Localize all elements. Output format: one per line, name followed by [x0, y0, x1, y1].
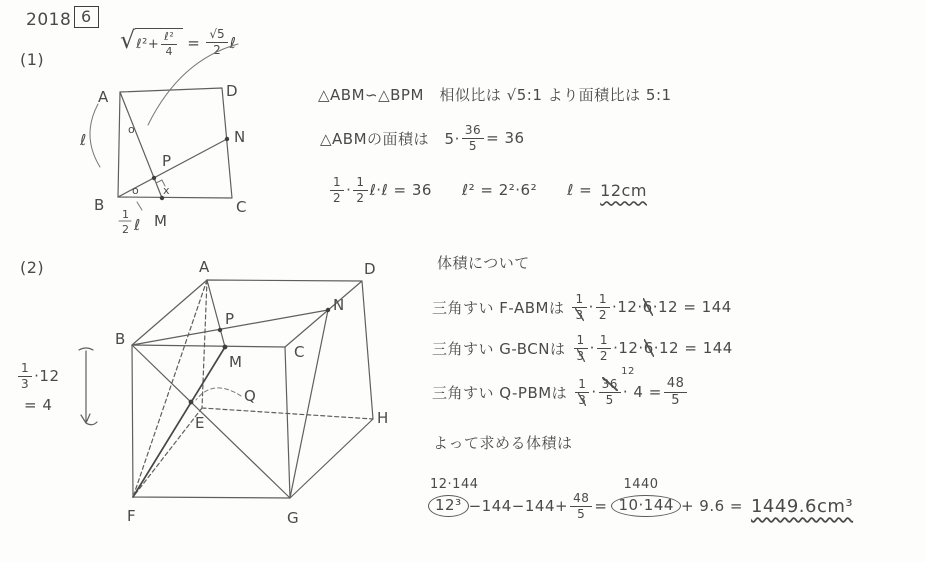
equals-sign: =	[594, 497, 608, 516]
point-label-q: Q	[244, 387, 256, 405]
pyramid-line-f-abm	[432, 293, 732, 321]
cancelled-six: 6	[643, 339, 654, 358]
dot-operator: ·	[346, 181, 352, 200]
square-diagram	[80, 25, 280, 242]
side-length-arc	[90, 104, 100, 167]
fraction-one-half: $\frac{1}{2}$	[596, 293, 610, 321]
conclusion-line: よって求める体積は	[433, 434, 573, 452]
point-n-dot	[326, 308, 330, 312]
area-line-text: △ABMの面積は 5·	[320, 129, 460, 148]
segment-bg	[132, 345, 290, 498]
point-label-m: M	[154, 212, 167, 230]
part2-label: (2)	[20, 258, 45, 277]
point-p-dot	[218, 328, 222, 332]
angle-mark-b: o	[132, 184, 139, 197]
vertex-label-c: C	[236, 198, 247, 216]
dot-operator: ·	[588, 298, 594, 317]
factors-result: ·12 = 144	[652, 298, 732, 317]
subtraction-terms: −144−144+	[468, 497, 569, 516]
point-label-n: N	[333, 296, 345, 314]
height-times: ·12	[34, 367, 60, 386]
equation-expr1: ℓ·ℓ = 36	[369, 181, 432, 200]
volume-title: 体積について	[437, 254, 530, 272]
half-side-numerator: 1	[122, 208, 129, 221]
fraction-one-half-a: $\frac{1}{2}$	[330, 176, 344, 204]
dot-operator: ·	[591, 383, 597, 402]
side-length-label: ℓ	[80, 131, 87, 149]
radicand-fraction: $\frac{\text{ℓ²}}{4}$	[161, 31, 177, 57]
point-label-m: M	[229, 353, 242, 371]
half-segment-tick	[137, 202, 142, 210]
area-line	[320, 124, 525, 152]
rhs-ell: ℓ	[229, 33, 237, 52]
sqrt5-over-2-fraction: $\frac{√5}{2}$	[206, 28, 227, 56]
length-equation-line	[328, 176, 647, 204]
fraction-one-third: $\frac{1}{3}$	[572, 293, 586, 321]
point-q-dot	[189, 400, 194, 405]
cube-volume-term	[428, 477, 479, 517]
segment-am	[120, 92, 162, 198]
final-answer: 1449.6cm³	[750, 495, 854, 517]
pyramid-line-q-pbm	[432, 366, 689, 408]
equals-sign: =	[187, 33, 201, 52]
pyramid-name: 三角すい Q-PBMは	[432, 383, 568, 402]
vertex-label-f: F	[127, 507, 136, 525]
factors: ·12·	[613, 339, 644, 358]
sqrt-sign: √	[120, 25, 136, 54]
point-label-n: N	[234, 128, 246, 146]
vertex-label-h: H	[377, 409, 389, 427]
point-p-dot	[152, 176, 156, 180]
plus-decimal-equals: + 9.6 =	[680, 497, 743, 516]
square-outline	[118, 88, 232, 198]
vertex-label-a: A	[98, 88, 109, 106]
pyramid-name: 三角すい F-ABMは	[432, 298, 565, 317]
cancelled-36: 36	[601, 377, 618, 392]
half-side-ell: ℓ	[134, 216, 141, 234]
answer-prefix: ℓ =	[567, 181, 593, 200]
fraction-48-5: $\frac{48}{5}$	[570, 492, 592, 520]
height-result: = 4	[24, 396, 53, 415]
angle-mark-a: o	[128, 123, 135, 136]
point-m-dot	[223, 345, 228, 350]
factors-result: ·12 = 144	[653, 339, 733, 358]
fraction-one-half: $\frac{1}{2}$	[597, 334, 611, 362]
year-label: 2018	[26, 10, 72, 30]
note-12-144: 12·144	[430, 477, 479, 493]
segment-am	[207, 280, 225, 347]
dot-operator: ·	[589, 339, 595, 358]
point-label-p: P	[225, 310, 235, 328]
final-calculation-line	[428, 477, 854, 521]
vertex-label-b: B	[115, 330, 126, 348]
factors: ·12·	[612, 298, 643, 317]
area-line-result: = 36	[486, 129, 525, 148]
vertex-label-b: B	[94, 196, 105, 214]
vertex-label-a: A	[199, 258, 210, 276]
equation-expr2: ℓ² = 2²·6²	[461, 181, 538, 200]
cancelled-six: 6	[642, 298, 653, 317]
ten-times-144-term	[611, 477, 681, 517]
vertex-label-d: D	[226, 82, 238, 100]
fraction-36-5: $\frac{36}{5}$	[462, 124, 484, 152]
similarity-line: △ABM∽△BPM 相似比は √5:1 より面積比は 5:1	[318, 86, 672, 104]
fraction-one-half-b: $\frac{1}{2}$	[353, 176, 367, 204]
pyramid-line-g-bcn	[432, 334, 733, 362]
vertex-label-e: E	[195, 414, 205, 432]
ten-times-144: 10·144	[611, 495, 681, 517]
height-annotation	[16, 362, 60, 414]
point-n-dot	[225, 137, 229, 141]
fraction-36-5-cancelled: 36 12 5	[599, 378, 621, 406]
part1-answer: 12cm	[600, 180, 647, 200]
point-label-p: P	[162, 152, 172, 170]
cancel-replacement-12: 12	[621, 366, 635, 378]
fraction-one-third: $\frac{1}{3}$	[575, 378, 589, 406]
times-four-equals: · 4 =	[622, 383, 662, 402]
cube-diagram	[75, 250, 410, 545]
vertex-label-c: C	[294, 343, 305, 361]
part1-label: (1)	[20, 50, 45, 69]
half-side-denominator: 2	[122, 223, 129, 236]
problem-number-box: 6	[74, 6, 99, 28]
angle-mark-m: x	[163, 184, 170, 197]
fraction-one-third: $\frac{1}{3}$	[18, 362, 32, 390]
pyramid-name: 三角すい G-BCNは	[432, 339, 566, 358]
vertex-label-g: G	[287, 509, 299, 527]
fraction-one-third: $\frac{1}{3}$	[574, 334, 588, 362]
radicand-pre: ℓ²+	[136, 36, 160, 52]
fraction-48-5: $\frac{48}{5}$	[664, 377, 688, 407]
height-measure-arrow	[79, 348, 97, 425]
vertex-label-d: D	[364, 260, 376, 278]
twelve-cubed: 12³	[428, 495, 469, 517]
note-1440: 1440	[623, 477, 659, 493]
